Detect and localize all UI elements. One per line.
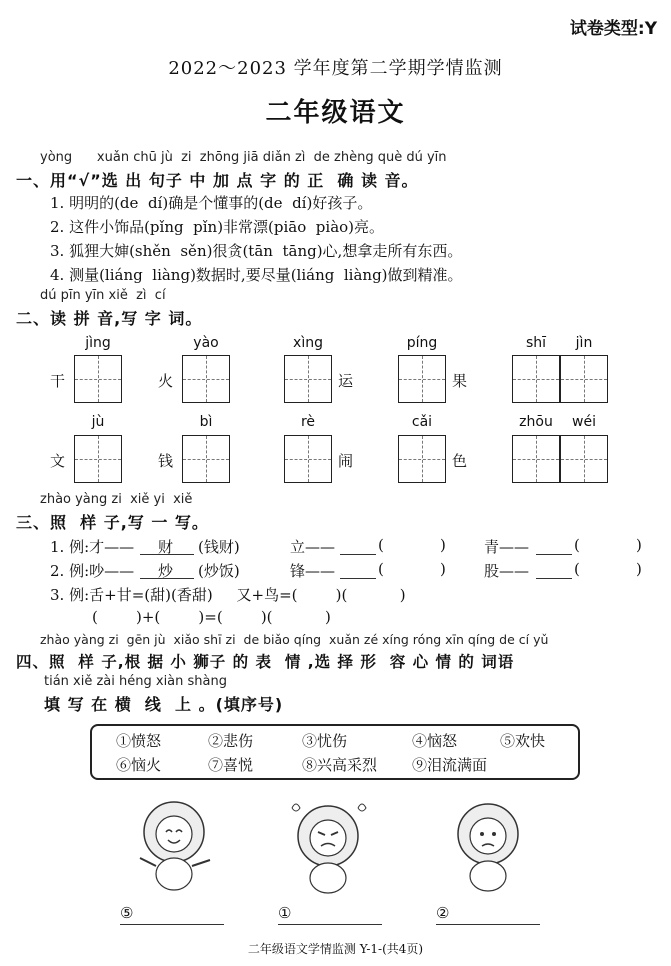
q3-line-4: ( )+( )=( )( ) bbox=[92, 608, 331, 626]
answer-mark: ① bbox=[278, 904, 292, 922]
grid-pinyin: jìn bbox=[575, 335, 593, 351]
q1-line-3: 3. 狐狸大婶(shěn sěn)很贪(tān tāng)心,想拿走所有东西。 bbox=[50, 242, 463, 260]
q3-line-3: 3. 例:舌+甘=(甜)(香甜) 又+鸟=( )( ) bbox=[50, 586, 406, 604]
q3-heading: 三、照 样 子,写 一 写。 bbox=[16, 513, 209, 532]
answer-line[interactable] bbox=[436, 904, 540, 925]
q3-line-1-c: 青—— bbox=[484, 538, 530, 556]
exam-title: 2022～2023 学年度第二学期学情监测 bbox=[168, 58, 503, 79]
exam-subtitle: 二年级语文 bbox=[265, 98, 406, 128]
writing-box[interactable] bbox=[560, 435, 608, 483]
q2-pinyin: dú pīn yīn xiě zì cí bbox=[40, 288, 166, 303]
writing-box[interactable] bbox=[284, 355, 332, 403]
option: ②悲伤 bbox=[208, 732, 254, 750]
q3-example-word: (炒饭) bbox=[198, 562, 240, 580]
q1-line-4: 4. 测量(liáng liàng)数据时,要尽量(liáng liàng)做到精准。 bbox=[50, 266, 463, 284]
q3-line-2-c: 股—— bbox=[484, 562, 530, 580]
writing-box[interactable] bbox=[512, 355, 560, 403]
option: ⑨泪流满面 bbox=[412, 756, 488, 774]
answer-blank[interactable] bbox=[536, 536, 572, 555]
grid-char: 干 bbox=[50, 372, 66, 390]
grid-pinyin: shī bbox=[525, 335, 547, 351]
q3-line-2-prefix: 2. 例:吵—— bbox=[50, 562, 135, 580]
grid-pinyin: jù bbox=[91, 414, 105, 430]
writing-box[interactable] bbox=[398, 355, 446, 403]
answer-line[interactable] bbox=[120, 904, 224, 925]
writing-box[interactable] bbox=[512, 435, 560, 483]
option: ④恼怒 bbox=[412, 732, 458, 750]
grid-char: 火 bbox=[158, 372, 174, 390]
option: ⑧兴高采烈 bbox=[302, 756, 378, 774]
q4-heading-2: 填 写 在 横 线 上 。(填序号) bbox=[44, 695, 284, 714]
grid-char: 果 bbox=[452, 372, 468, 390]
q3-line-1-b: 立—— bbox=[290, 538, 336, 556]
option: ⑤欢快 bbox=[500, 732, 546, 750]
writing-box[interactable] bbox=[560, 355, 608, 403]
writing-box[interactable] bbox=[74, 435, 122, 483]
grid-pinyin: rè bbox=[300, 414, 316, 430]
q4-pinyin-1: zhào yàng zi gēn jù xiǎo shī zi de biǎo qíng xuǎn zé xíng róng xīn qíng de cí yǔ bbox=[40, 632, 549, 647]
grid-pinyin: xìng bbox=[293, 335, 323, 351]
answer-mark: ② bbox=[436, 904, 450, 922]
answer-blank[interactable] bbox=[536, 560, 572, 579]
page-footer: 二年级语文学情监测 Y-1-(共4页) bbox=[247, 942, 424, 956]
writing-box[interactable] bbox=[182, 435, 230, 483]
grid-char: 文 bbox=[50, 452, 66, 470]
grid-char: 闹 bbox=[338, 452, 354, 470]
q1-line-2: 2. 这件小饰品(pǐng pǐn)非常漂(piāo piào)亮。 bbox=[50, 218, 385, 236]
q4-pinyin-2: tián xiě zài héng xiàn shàng bbox=[44, 674, 227, 689]
q3-line-2-b: 锋—— bbox=[290, 562, 336, 580]
grid-pinyin: yào bbox=[193, 335, 219, 351]
writing-box[interactable] bbox=[398, 435, 446, 483]
answer-mark: ⑤ bbox=[120, 904, 134, 922]
q3-pinyin: zhào yàng zi xiě yi xiě bbox=[40, 492, 193, 507]
answer-blank[interactable] bbox=[340, 560, 376, 579]
grid-pinyin: píng bbox=[406, 335, 438, 351]
option: ⑦喜悦 bbox=[208, 756, 254, 774]
q1-heading: 一、用“√”选 出 句子 中 加 点 字 的 正 确 读 音。 bbox=[16, 171, 419, 190]
q3-line-1-prefix: 1. 例:才—— bbox=[50, 538, 135, 556]
q3-example-answer: 财 bbox=[158, 538, 174, 556]
writing-box[interactable] bbox=[284, 435, 332, 483]
sad-lion-icon bbox=[442, 796, 534, 896]
grid-pinyin: bì bbox=[199, 414, 213, 430]
q3-example-word: (钱财) bbox=[198, 538, 240, 556]
answer-line[interactable] bbox=[278, 904, 382, 925]
grid-pinyin: jìng bbox=[85, 335, 111, 351]
q1-pinyin: yòng xuǎn chū jù zi zhōng jiā diǎn zì de zhèng què dú yīn bbox=[40, 150, 447, 165]
option: ⑥恼火 bbox=[116, 756, 162, 774]
grid-char: 钱 bbox=[158, 452, 174, 470]
angry-lion-icon bbox=[278, 796, 378, 896]
grid-pinyin: cǎi bbox=[411, 414, 433, 430]
grid-pinyin: wéi bbox=[572, 414, 596, 430]
writing-box[interactable] bbox=[74, 355, 122, 403]
q2-heading: 二、读 拼 音,写 字 词。 bbox=[16, 309, 203, 328]
happy-lion-icon bbox=[128, 796, 220, 896]
option: ①愤怒 bbox=[116, 732, 162, 750]
writing-box[interactable] bbox=[182, 355, 230, 403]
grid-char: 色 bbox=[452, 452, 468, 470]
q4-heading-1: 四、照 样 子,根 据 小 狮子 的 表 情 ,选 择 形 容 心 情 的 词语 bbox=[16, 653, 515, 671]
option: ③忧伤 bbox=[302, 732, 348, 750]
q1-line-1: 1. 明明的(de dí)确是个懂事的(de dí)好孩子。 bbox=[50, 194, 373, 212]
paper-type: 试卷类型:Y bbox=[569, 19, 657, 39]
q3-example-answer: 炒 bbox=[158, 562, 174, 580]
answer-blank[interactable] bbox=[340, 536, 376, 555]
grid-pinyin: zhōu bbox=[519, 414, 553, 430]
grid-char: 运 bbox=[338, 372, 354, 390]
